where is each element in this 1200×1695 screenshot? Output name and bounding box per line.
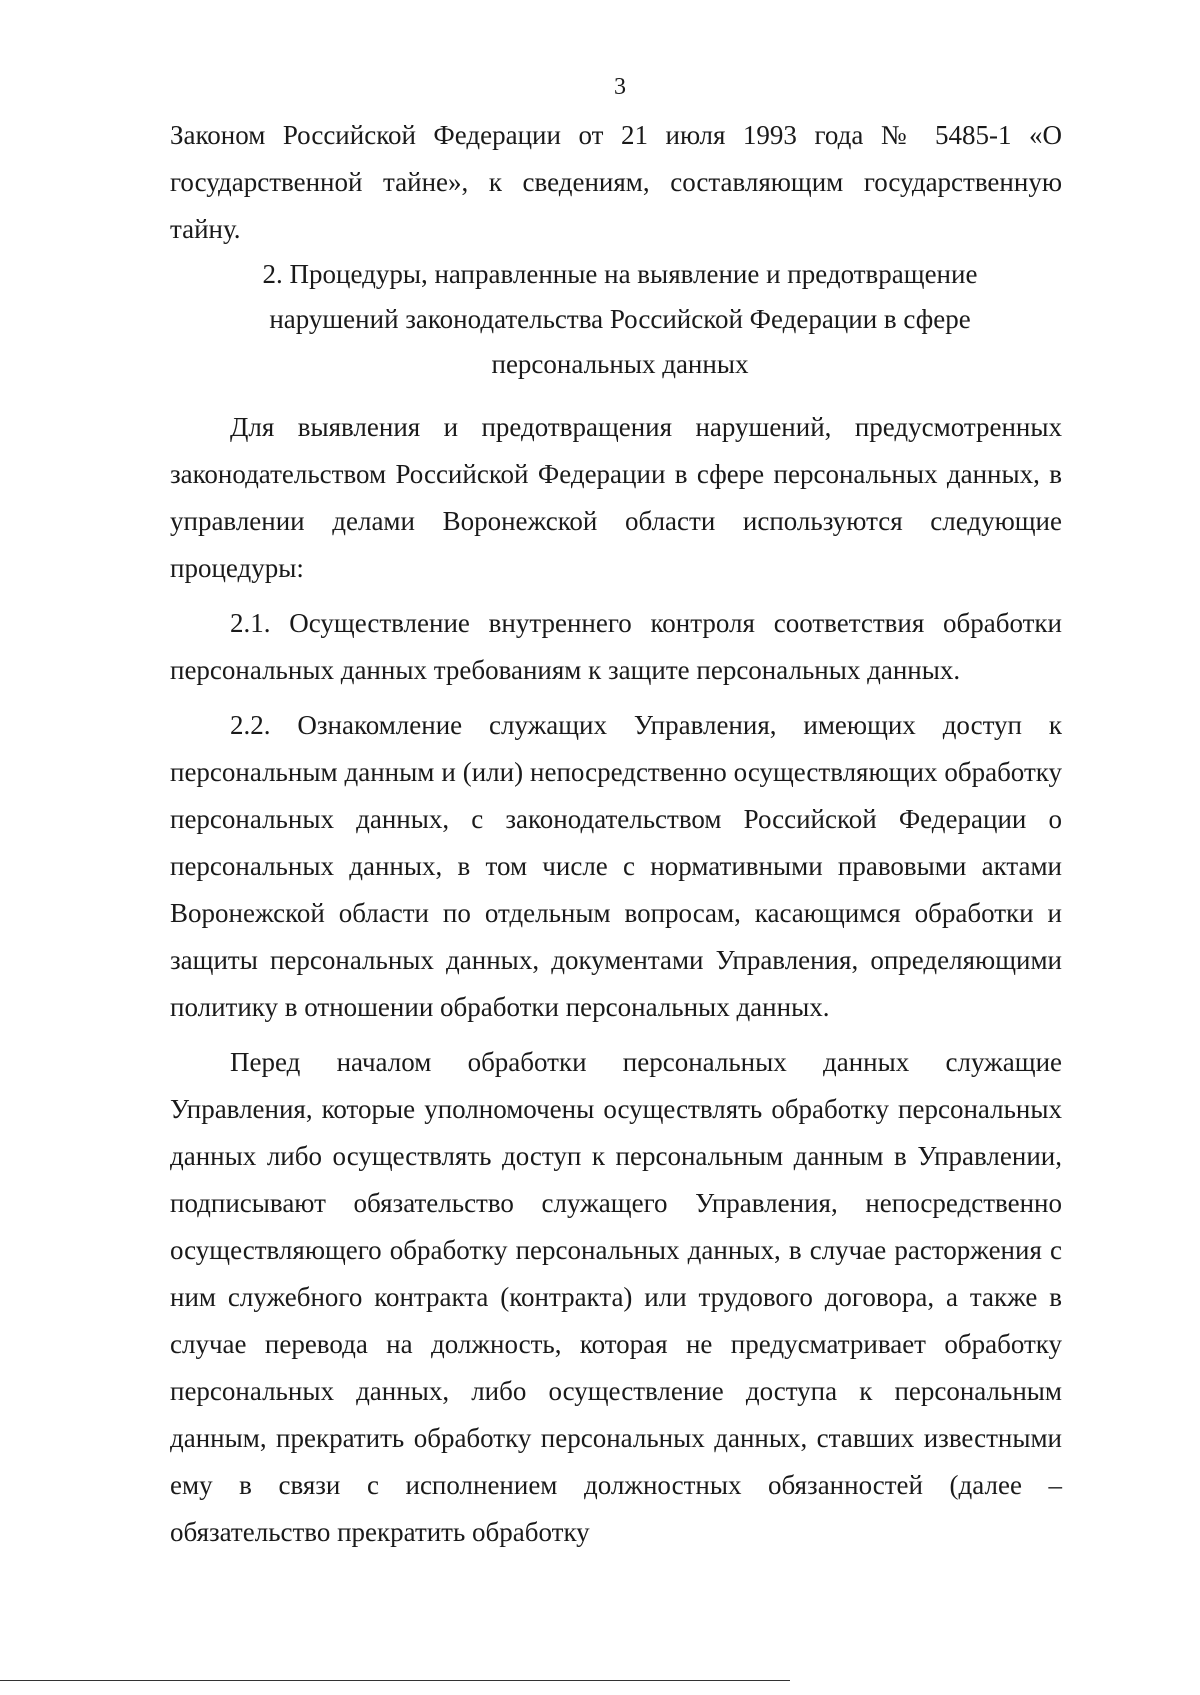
section-heading-line: персональных данных xyxy=(491,349,749,379)
intro-paragraph: Законом Российской Федерации от 21 июля 1993 года № 5485-1 «О государственной тайне», к сведениям, составляющим государственную тайну. xyxy=(170,120,1062,244)
body-paragraph: Перед началом обработки персональных данных служащие Управления, которые уполномочены осуществлять обработку персональных данных либо осуществлять доступ к персональным данным в Управлении, подписывают обязательство служащего Управления, непосредственно осуществляющего обработку персональных данных, в случае расторжения с ним служебного контракта (контракта) или трудового договора, а также в случае перевода на должность, которая не предусматривает обработку персональных данных, либо осуществление доступа к персональным данным, прекратить обработку персональных данных, ставших известными ему в связи с исполнением должностных обязанностей (далее – обязательство прекратить обработку xyxy=(170,1047,1062,1547)
body-paragraph: 2.1. Осуществление внутреннего контроля соответствия обработки персональных данных требованиям к защите персональных данных. xyxy=(170,608,1062,685)
body-paragraph: Для выявления и предотвращения нарушений, предусмотренных законодательством Российской Федерации в сфере персональных данных, в управлении делами Воронежской области используются следующие процедуры: xyxy=(170,412,1062,583)
section-heading-line: нарушений законодательства Российской Федерации в сфере xyxy=(269,304,971,334)
body-paragraph: 2.2. Ознакомление служащих Управления, имеющих доступ к персональным данным и (или) непосредственно осуществляющих обработку персональных данных, с законодательством Российской Федерации о персональных данных, в том числе с нормативными правовыми актами Воронежской области по отдельным вопросам, касающимся обработки и защиты персональных данных, документами Управления, определяющими политику в отношении обработки персональных данных. xyxy=(170,710,1062,1022)
footer-rule xyxy=(0,1680,790,1681)
section-heading-line: 2. Процедуры, направленные на выявление и предотвращение xyxy=(262,259,978,289)
section-body xyxy=(170,404,1062,1556)
intro-paragraph-block xyxy=(170,112,1062,253)
section-heading xyxy=(230,252,1010,387)
page-number: 3 xyxy=(614,74,626,100)
